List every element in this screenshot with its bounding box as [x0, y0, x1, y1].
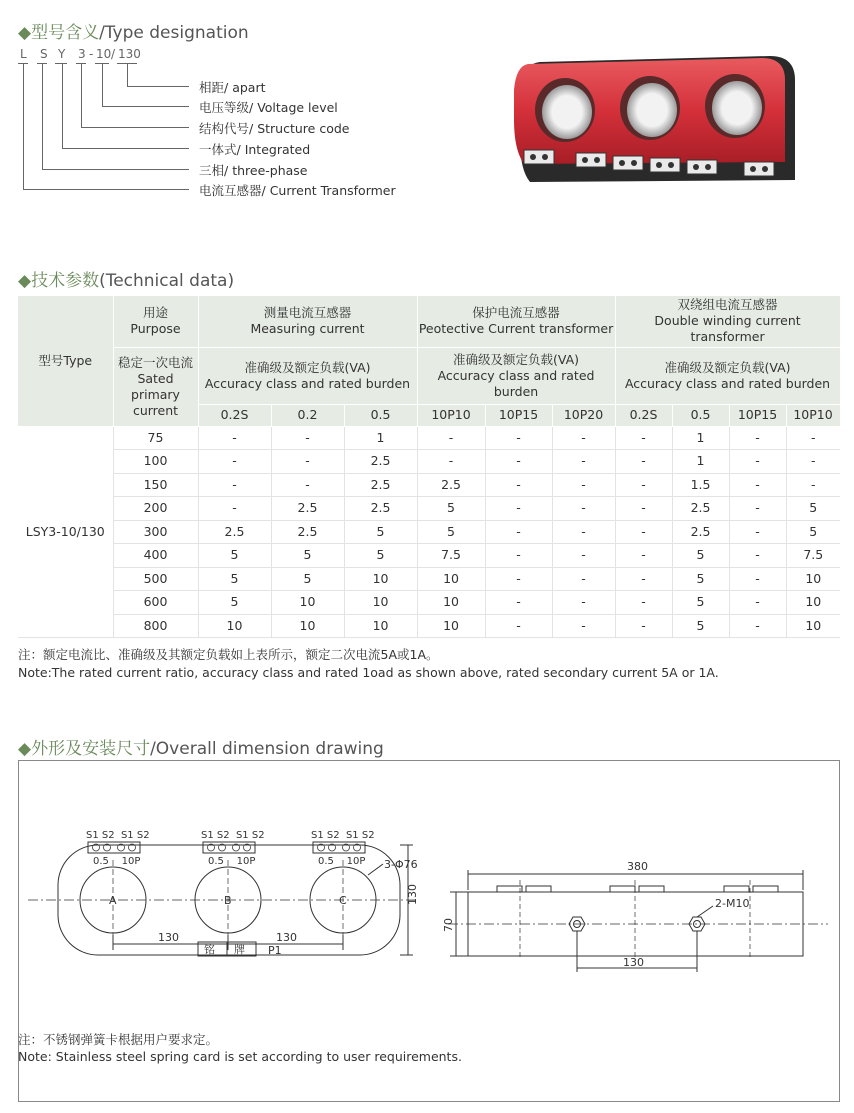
burden-cell: -: [552, 450, 615, 474]
burden-cell: 2.5: [344, 473, 417, 497]
burden-cell: -: [729, 473, 786, 497]
designation-current-transformer: 电流互感器/ Current Transformer: [199, 183, 396, 198]
burden-cell: -: [552, 426, 615, 450]
burden-cell: 2.5: [344, 450, 417, 474]
burden-cell: 5: [417, 497, 485, 521]
burden-cell: -: [271, 450, 344, 474]
burden-cell: -: [485, 473, 552, 497]
burden-cell: 2.5: [271, 497, 344, 521]
burden-cell: 5: [198, 544, 271, 568]
table-row: [18, 614, 840, 638]
table-note-cn: 注：额定电流比、准确级及其额定负载如上表所示，额定二次电流5A或1A。: [18, 647, 439, 662]
accuracy-double: 准确级及额定负载(VA) Accuracy class and rated burden: [615, 347, 840, 404]
burden-cell: 10: [417, 567, 485, 591]
burden-cell: -: [786, 450, 840, 474]
burden-cell: 2.5: [344, 497, 417, 521]
table-row: [18, 567, 840, 591]
burden-cell: -: [786, 426, 840, 450]
burden-cell: 5: [417, 520, 485, 544]
burden-cell: 7.5: [786, 544, 840, 568]
burden-cell: 10: [417, 591, 485, 615]
burden-cell: -: [615, 544, 672, 568]
table-row: [18, 473, 840, 497]
burden-cell: -: [615, 591, 672, 615]
burden-cell: -: [198, 426, 271, 450]
burden-cell: -: [552, 497, 615, 521]
burden-cell: -: [729, 591, 786, 615]
burden-cell: 5: [271, 544, 344, 568]
burden-cell: 2.5: [672, 520, 729, 544]
burden-cell: 5: [198, 567, 271, 591]
burden-cell: -: [729, 544, 786, 568]
drawing-note-cn: 注：不锈钢弹簧卡根据用户要求定。: [18, 1032, 219, 1047]
burden-cell: 10: [786, 591, 840, 615]
burden-cell: -: [552, 591, 615, 615]
table-row: [18, 520, 840, 544]
class-header: 10P10: [786, 404, 840, 426]
dim-length-380: 380: [627, 860, 648, 873]
class-header: 10P10: [417, 404, 485, 426]
table-row: [18, 591, 840, 615]
burden-cell: -: [485, 614, 552, 638]
burden-cell: -: [729, 497, 786, 521]
purpose-header: 用途 Purpose: [113, 296, 198, 347]
burden-cell: -: [552, 520, 615, 544]
primary-current-cell: 600: [113, 591, 198, 615]
accuracy-measuring: 准确级及额定负载(VA) Accuracy class and rated burden: [198, 347, 417, 404]
class-header: 0.2S: [198, 404, 271, 426]
group-double-winding: 双绕组电流互感器 Double winding current transformer: [615, 296, 840, 347]
burden-cell: -: [417, 450, 485, 474]
primary-current-header: 稳定一次电流 Sated primary current: [113, 347, 198, 426]
terminal-label: S1 S2 S1 S2: [86, 830, 150, 841]
burden-cell: 1: [672, 426, 729, 450]
burden-cell: -: [198, 497, 271, 521]
burden-cell: 7.5: [417, 544, 485, 568]
burden-cell: -: [198, 473, 271, 497]
burden-cell: 10: [198, 614, 271, 638]
burden-cell: -: [615, 473, 672, 497]
burden-cell: -: [729, 567, 786, 591]
product-photo: [500, 50, 810, 200]
technical-data-table: [18, 296, 841, 638]
table-row: [18, 450, 840, 474]
burden-cell: 10: [344, 567, 417, 591]
designation-three-phase: 三相/ three-phase: [199, 163, 308, 178]
primary-current-cell: 300: [113, 520, 198, 544]
class-label: 0.5 10P: [208, 856, 256, 867]
phase-label: B: [224, 894, 232, 907]
burden-cell: -: [615, 567, 672, 591]
class-header: 10P20: [552, 404, 615, 426]
burden-cell: 5: [198, 591, 271, 615]
burden-cell: 5: [786, 520, 840, 544]
hole-label: 3-Φ76: [384, 858, 418, 871]
dim-bolt-130: 130: [623, 956, 644, 969]
burden-cell: -: [271, 473, 344, 497]
burden-cell: 2.5: [417, 473, 485, 497]
group-measuring: 测量电流互感器 Measuring current: [198, 296, 417, 347]
designation-integrated: 一体式/ Integrated: [199, 142, 311, 157]
dim-spacing-130: 130: [158, 931, 179, 944]
burden-cell: -: [485, 497, 552, 521]
group-protective: 保护电流互感器 Peotective Current transformer: [417, 296, 615, 347]
burden-cell: -: [729, 520, 786, 544]
burden-cell: 5: [786, 497, 840, 521]
type-designation-heading: ◆型号含义/Type designation: [18, 23, 249, 43]
terminal-label: S1 S2 S1 S2: [201, 830, 265, 841]
burden-cell: 1: [344, 426, 417, 450]
burden-cell: -: [729, 614, 786, 638]
burden-cell: 10: [344, 614, 417, 638]
burden-cell: 1: [672, 450, 729, 474]
designation-apart: 相距/ apart: [199, 80, 266, 95]
dim-height-130: 130: [406, 884, 419, 905]
burden-cell: -: [485, 591, 552, 615]
class-header: 0.5: [672, 404, 729, 426]
designation-voltage: 电压等级/ Voltage level: [199, 100, 338, 115]
primary-current-cell: 75: [113, 426, 198, 450]
class-header: 10P15: [729, 404, 786, 426]
dim-height-70: 70: [442, 918, 455, 932]
burden-cell: 2.5: [198, 520, 271, 544]
burden-cell: -: [729, 450, 786, 474]
burden-cell: 10: [271, 591, 344, 615]
primary-current-cell: 200: [113, 497, 198, 521]
accuracy-protective: 准确级及额定负载(VA) Accuracy class and rated burden: [417, 347, 615, 404]
burden-cell: -: [198, 450, 271, 474]
burden-cell: 5: [344, 520, 417, 544]
primary-current-cell: 100: [113, 450, 198, 474]
burden-cell: -: [485, 544, 552, 568]
dimension-drawing-heading: ◆外形及安装尺寸/Overall dimension drawing: [18, 739, 384, 759]
burden-cell: 5: [672, 544, 729, 568]
burden-cell: 2.5: [271, 520, 344, 544]
burden-cell: 5: [271, 567, 344, 591]
burden-cell: -: [729, 426, 786, 450]
technical-data-heading: ◆技术参数(Technical data): [18, 271, 235, 291]
nameplate-cn: 牌: [234, 943, 245, 956]
p1-label: P1: [268, 944, 282, 957]
burden-cell: 10: [417, 614, 485, 638]
primary-current-cell: 500: [113, 567, 198, 591]
primary-current-cell: 800: [113, 614, 198, 638]
class-header: 0.2: [271, 404, 344, 426]
burden-cell: 5: [672, 567, 729, 591]
burden-cell: -: [786, 473, 840, 497]
burden-cell: 10: [786, 614, 840, 638]
class-header: 10P15: [485, 404, 552, 426]
burden-cell: 10: [786, 567, 840, 591]
burden-cell: -: [552, 614, 615, 638]
table-row: [18, 426, 840, 450]
burden-cell: -: [552, 567, 615, 591]
burden-cell: -: [615, 520, 672, 544]
burden-cell: 10: [344, 591, 417, 615]
terminal-blocks: [88, 842, 365, 853]
nameplate-cn: 铭: [204, 943, 215, 956]
table-note-en: Note:The rated current ratio, accuracy class and rated 1oad as shown above, rated secondary current 5A or 1A.: [18, 665, 719, 680]
burden-cell: 5: [672, 614, 729, 638]
drawing-note-en: Note: Stainless steel spring card is set according to user requirements.: [18, 1049, 462, 1064]
burden-cell: 10: [271, 614, 344, 638]
burden-cell: -: [485, 567, 552, 591]
class-label: 0.5 10P: [318, 856, 366, 867]
burden-cell: -: [485, 426, 552, 450]
burden-cell: -: [417, 426, 485, 450]
burden-cell: -: [552, 473, 615, 497]
primary-current-cell: 150: [113, 473, 198, 497]
burden-cell: 5: [344, 544, 417, 568]
burden-cell: 2.5: [672, 497, 729, 521]
dim-spacing-130: 130: [276, 931, 297, 944]
side-terminals: [497, 886, 778, 892]
table-row: [18, 497, 840, 521]
primary-current-cell: 400: [113, 544, 198, 568]
burden-cell: -: [615, 450, 672, 474]
class-header: 0.2S: [615, 404, 672, 426]
model-header: 型号Type: [18, 296, 113, 426]
burden-cell: -: [485, 450, 552, 474]
burden-cell: -: [615, 497, 672, 521]
burden-cell: -: [485, 520, 552, 544]
burden-cell: -: [552, 544, 615, 568]
class-header: 0.5: [344, 404, 417, 426]
phase-label: C: [339, 894, 347, 907]
burden-cell: 1.5: [672, 473, 729, 497]
burden-cell: -: [615, 426, 672, 450]
designation-structure: 结构代号/ Structure code: [199, 121, 350, 136]
burden-cell: 5: [672, 591, 729, 615]
burden-cell: -: [615, 614, 672, 638]
terminal-label: S1 S2 S1 S2: [311, 830, 375, 841]
model-cell: LSY3-10/130: [18, 426, 113, 638]
bolt-label: 2-M10: [715, 897, 750, 910]
phase-label: A: [109, 894, 117, 907]
table-row: [18, 544, 840, 568]
class-label: 0.5 10P: [93, 856, 141, 867]
burden-cell: -: [271, 426, 344, 450]
